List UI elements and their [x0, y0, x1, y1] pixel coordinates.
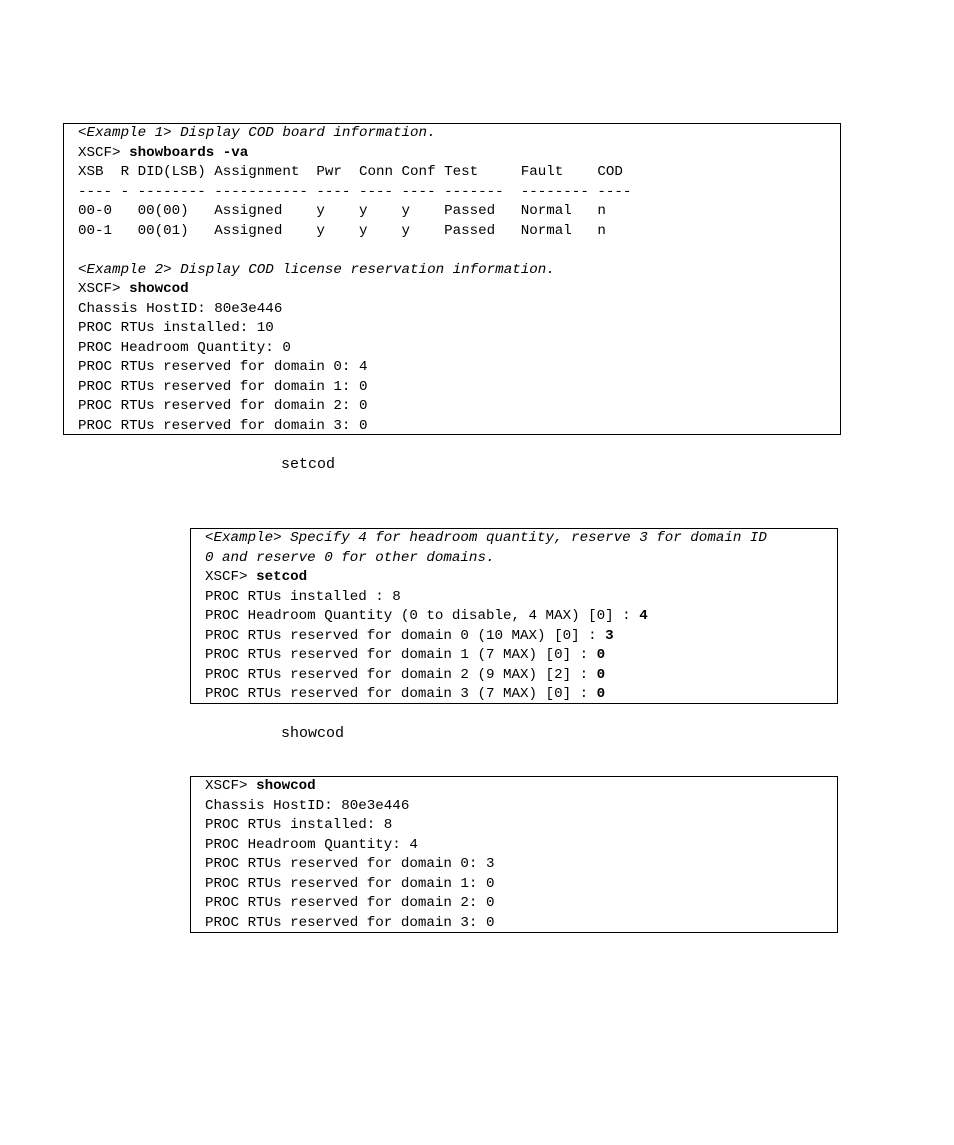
example4-command: showcod: [256, 778, 316, 794]
output-line: PROC Headroom Quantity: 4: [205, 836, 418, 853]
code-block-showcod-result: [190, 776, 838, 933]
table-header: XSB R DID(LSB) Assignment Pwr Conn Conf Test Fault COD: [78, 164, 623, 180]
prompt-text: PROC Headroom Quantity (0 to disable, 4 MAX) [0] :: [205, 608, 640, 624]
output-line: Chassis HostID: 80e3e446: [205, 797, 410, 814]
example2-command: showcod: [129, 281, 189, 297]
output-line: PROC Headroom Quantity: 0: [78, 339, 291, 356]
example2-command-line: [78, 280, 840, 300]
example4-command-line: [205, 777, 837, 797]
example2-prompt: XSCF>: [78, 281, 130, 297]
output-line: PROC RTUs reserved for domain 0: 3: [205, 856, 495, 872]
example3-command: setcod: [256, 569, 308, 585]
example1-command-line: [78, 144, 840, 164]
example3-prompt: XSCF>: [205, 569, 257, 585]
prompt-input: 0: [596, 666, 606, 683]
output-line: PROC RTUs installed: 8: [205, 817, 393, 833]
prompt-text: PROC RTUs reserved for domain 2 (9 MAX) [2] :: [205, 666, 597, 683]
blank-line: [78, 241, 840, 261]
output-line: PROC RTUs reserved for domain 1: 0: [205, 875, 495, 892]
prompt-line: [205, 627, 837, 647]
example3-command-line: [205, 568, 837, 588]
example1-caption: <Example 1> Display COD board information.: [78, 125, 436, 141]
example3-caption-line1: <Example> Specify 4 for headroom quantity, reserve 3 for domain ID: [205, 530, 767, 546]
table-row: 00-1 00(01) Assigned y y y Passed Normal n: [78, 222, 606, 239]
output-line: PROC RTUs reserved for domain 1: 0: [78, 378, 368, 395]
prompt-line: [205, 646, 837, 666]
code-block-showboards-showcod: [63, 123, 841, 435]
prompt-text: PROC RTUs reserved for domain 3 (7 MAX) [0] :: [205, 686, 597, 702]
prompt-input: 3: [605, 627, 614, 644]
output-line: PROC RTUs reserved for domain 3: 0: [78, 417, 368, 434]
prompt-input: 0: [596, 686, 606, 702]
output-line: PROC RTUs reserved for domain 2: 0: [78, 398, 368, 414]
table-row: 00-0 00(00) Assigned y y y Passed Normal n: [78, 203, 606, 219]
table-separator: ---- - -------- ----------- ---- ---- ---- ------- -------- ----: [78, 183, 632, 200]
prompt-input: 4: [639, 608, 648, 624]
output-line: Chassis HostID: 80e3e446: [78, 300, 283, 317]
example3-caption-line2: 0 and reserve 0 for other domains.: [205, 549, 495, 566]
section-label-showcod: showcod: [281, 725, 345, 742]
code-block-setcod: [190, 528, 838, 704]
prompt-text: PROC RTUs reserved for domain 1 (7 MAX) [0] :: [205, 647, 597, 663]
prompt-line: [205, 666, 837, 686]
output-line: PROC RTUs reserved for domain 0: 4: [78, 359, 368, 375]
example1-prompt: XSCF>: [78, 144, 130, 161]
prompt-input: 0: [596, 647, 606, 663]
output-line: PROC RTUs reserved for domain 2: 0: [205, 895, 495, 911]
example4-prompt: XSCF>: [205, 778, 257, 794]
prompt-line: [205, 685, 837, 705]
example2-caption: <Example 2> Display COD license reservation information.: [78, 261, 555, 278]
example1-command: showboards -va: [129, 144, 249, 161]
prompt-text: PROC RTUs reserved for domain 0 (10 MAX) [0] :: [205, 627, 606, 644]
prompt-line: [205, 607, 837, 627]
output-line: PROC RTUs installed: 10: [78, 320, 274, 336]
output-line: PROC RTUs reserved for domain 3: 0: [205, 914, 495, 931]
section-label-setcod: setcod: [281, 456, 336, 473]
output-line: PROC RTUs installed : 8: [205, 588, 401, 605]
